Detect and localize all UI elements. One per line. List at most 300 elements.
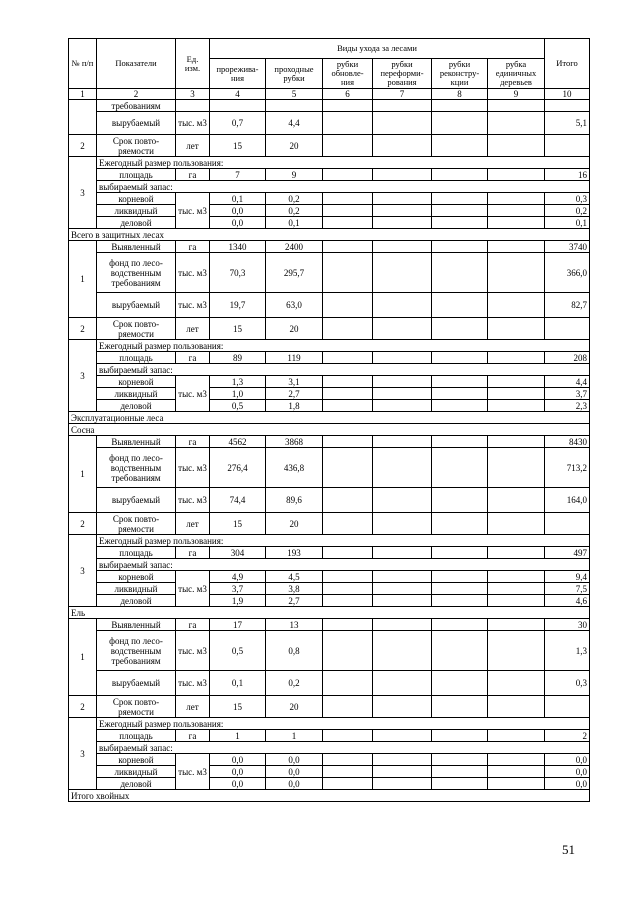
row-number: 1 (69, 436, 97, 513)
total-cell: 164,0 (545, 488, 590, 513)
section-heading: Сосна (69, 424, 590, 436)
empty-cell (323, 631, 373, 671)
value-cell: 70,3 (210, 253, 266, 293)
row-number: 2 (69, 513, 97, 535)
unit-cell: лет (176, 318, 210, 340)
total-cell: 497 (545, 547, 590, 559)
total-cell: 2,3 (545, 400, 590, 412)
empty-cell (373, 696, 432, 718)
value-cell: 89 (210, 352, 266, 364)
table-row (69, 754, 590, 766)
total-cell: 4,6 (545, 595, 590, 607)
empty-cell (488, 488, 545, 513)
unit-cell: тыс. м3 (176, 448, 210, 488)
column-number: 10 (545, 89, 590, 100)
empty-cell (488, 619, 545, 631)
empty-cell (488, 135, 545, 157)
empty-cell (373, 754, 432, 766)
value-cell: 19,7 (210, 293, 266, 318)
table-row (69, 135, 590, 157)
value-cell: 7 (210, 169, 266, 181)
empty-cell (373, 671, 432, 696)
empty-cell (488, 400, 545, 412)
value-cell: 436,8 (266, 448, 323, 488)
empty-cell (323, 135, 373, 157)
empty-cell (373, 513, 432, 535)
row-label: площадь (97, 547, 176, 559)
empty-cell (373, 112, 432, 135)
empty-cell (488, 595, 545, 607)
empty-cell (323, 400, 373, 412)
empty-cell (488, 778, 545, 790)
section-heading: Ель (69, 607, 590, 619)
value-cell: 1,3 (210, 376, 266, 388)
unit-cell: га (176, 169, 210, 181)
total-cell: 1,3 (545, 631, 590, 671)
unit-cell: лет (176, 696, 210, 718)
header-col: рубки реконстру-кции (432, 59, 488, 89)
empty-cell (373, 241, 432, 253)
table-row (69, 400, 590, 412)
table-row (69, 424, 590, 436)
column-number: 6 (323, 89, 373, 100)
row-number: 3 (69, 340, 97, 412)
value-cell: 15 (210, 318, 266, 340)
empty-cell (545, 513, 590, 535)
value-cell: 0,2 (266, 671, 323, 696)
column-number: 2 (97, 89, 176, 100)
empty-cell (323, 571, 373, 583)
empty-cell (373, 293, 432, 318)
value-cell: 3,7 (210, 583, 266, 595)
empty-cell (432, 595, 488, 607)
value-cell: 4,9 (210, 571, 266, 583)
row-label: ликвидный (97, 583, 176, 595)
empty-cell (432, 318, 488, 340)
table-row (69, 205, 590, 217)
unit-cell: тыс. м3 (176, 253, 210, 293)
value-cell: 17 (210, 619, 266, 631)
table-row (69, 217, 590, 229)
row-label: корневой (97, 571, 176, 583)
total-cell: 366,0 (545, 253, 590, 293)
table-row (69, 488, 590, 513)
row-label: площадь (97, 169, 176, 181)
table-row (69, 547, 590, 559)
empty-cell (488, 696, 545, 718)
row-label: Выявленный (97, 436, 176, 448)
page-number: 51 (562, 842, 575, 857)
value-cell: 1,0 (210, 388, 266, 400)
empty-cell (488, 253, 545, 293)
header-col: рубка единичных деревьев (488, 59, 545, 89)
row-label: вырубаемый (97, 671, 176, 696)
row-label: вырубаемый (97, 488, 176, 513)
table-row (69, 436, 590, 448)
row-label: деловой (97, 778, 176, 790)
empty-cell (323, 436, 373, 448)
empty-cell (323, 217, 373, 229)
empty-cell (488, 318, 545, 340)
empty-cell (323, 293, 373, 318)
unit-cell: тыс. м3 (176, 112, 210, 135)
empty-cell (432, 293, 488, 318)
row-label: Ежегодный размер пользования: (97, 157, 590, 169)
section-heading: Всего в защитных лесах (69, 229, 590, 241)
document-page (68, 38, 589, 802)
empty-cell (266, 100, 323, 112)
total-cell: 0,0 (545, 778, 590, 790)
table-row (69, 513, 590, 535)
table-row (69, 571, 590, 583)
empty-cell (488, 193, 545, 205)
row-label: Выявленный (97, 619, 176, 631)
table-row (69, 253, 590, 293)
table-row (69, 595, 590, 607)
unit-cell: лет (176, 513, 210, 535)
total-cell: 2 (545, 730, 590, 742)
row-label: Срок повто-ряемости (97, 318, 176, 340)
row-label: ликвидный (97, 766, 176, 778)
value-cell: 0,1 (210, 193, 266, 205)
unit-cell: га (176, 730, 210, 742)
empty-cell (69, 100, 97, 135)
empty-cell (323, 766, 373, 778)
header-unit: Ед. изм. (176, 39, 210, 89)
row-label: ликвидный (97, 388, 176, 400)
value-cell: 4,4 (266, 112, 323, 135)
forest-care-table (68, 38, 590, 802)
empty-cell (488, 205, 545, 217)
empty-cell (545, 696, 590, 718)
header-col: проходные рубки (266, 59, 323, 89)
row-number: 3 (69, 157, 97, 229)
empty-cell (323, 671, 373, 696)
value-cell: 0,0 (266, 754, 323, 766)
table-row (69, 766, 590, 778)
empty-cell (373, 619, 432, 631)
row-label: ликвидный (97, 205, 176, 217)
total-cell: 3740 (545, 241, 590, 253)
empty-cell (323, 376, 373, 388)
total-cell: 0,3 (545, 193, 590, 205)
empty-cell (373, 253, 432, 293)
table-row (69, 730, 590, 742)
table-row (69, 559, 590, 571)
row-number: 2 (69, 696, 97, 718)
table-row (69, 229, 590, 241)
empty-cell (323, 730, 373, 742)
empty-cell (323, 778, 373, 790)
value-cell: 0,0 (210, 778, 266, 790)
empty-cell (323, 169, 373, 181)
empty-cell (488, 730, 545, 742)
empty-cell (432, 547, 488, 559)
table-row (69, 193, 590, 205)
value-cell: 0,1 (210, 671, 266, 696)
empty-cell (323, 112, 373, 135)
header-col: рубки обновле-ния (323, 59, 373, 89)
table-row (69, 39, 590, 59)
value-cell: 2,7 (266, 388, 323, 400)
unit-cell: тыс. м3 (176, 293, 210, 318)
value-cell: 15 (210, 513, 266, 535)
unit-cell: тыс. м3 (176, 488, 210, 513)
row-number: 3 (69, 535, 97, 607)
empty-cell (432, 754, 488, 766)
row-number: 3 (69, 718, 97, 790)
value-cell: 2400 (266, 241, 323, 253)
empty-cell (323, 754, 373, 766)
table-row (69, 631, 590, 671)
column-number: 9 (488, 89, 545, 100)
empty-cell (323, 100, 373, 112)
empty-cell (488, 571, 545, 583)
empty-cell (373, 436, 432, 448)
row-label: площадь (97, 730, 176, 742)
value-cell: 0,0 (210, 766, 266, 778)
total-cell: 8430 (545, 436, 590, 448)
row-label: фонд по лесо-водственным требованиям (97, 631, 176, 671)
empty-cell (488, 671, 545, 696)
header-col: рубки переформи-рования (373, 59, 432, 89)
empty-cell (323, 488, 373, 513)
total-cell: 7,5 (545, 583, 590, 595)
empty-cell (545, 135, 590, 157)
empty-cell (432, 205, 488, 217)
value-cell: 276,4 (210, 448, 266, 488)
row-label: требованиям (97, 100, 176, 112)
empty-cell (432, 217, 488, 229)
empty-cell (432, 513, 488, 535)
value-cell: 20 (266, 696, 323, 718)
empty-cell (488, 631, 545, 671)
empty-cell (432, 778, 488, 790)
unit-cell: лет (176, 135, 210, 157)
row-label: Ежегодный размер пользования: (97, 535, 590, 547)
table-row (69, 778, 590, 790)
empty-cell (432, 671, 488, 696)
unit-cell: га (176, 352, 210, 364)
value-cell: 0,2 (266, 205, 323, 217)
empty-cell (432, 400, 488, 412)
unit-cell: га (176, 436, 210, 448)
empty-cell (373, 217, 432, 229)
row-number: 1 (69, 241, 97, 318)
empty-cell (488, 112, 545, 135)
table-row (69, 352, 590, 364)
row-label: фонд по лесо-водственным требованиям (97, 253, 176, 293)
value-cell: 1 (266, 730, 323, 742)
table-row (69, 293, 590, 318)
total-cell: 5,1 (545, 112, 590, 135)
table-row (69, 718, 590, 730)
value-cell: 13 (266, 619, 323, 631)
empty-cell (323, 513, 373, 535)
value-cell: 119 (266, 352, 323, 364)
empty-cell (323, 352, 373, 364)
empty-cell (488, 169, 545, 181)
empty-cell (488, 100, 545, 112)
total-cell: 30 (545, 619, 590, 631)
table-row (69, 112, 590, 135)
row-label: вырубаемый (97, 112, 176, 135)
empty-cell (373, 730, 432, 742)
row-number: 1 (69, 619, 97, 696)
value-cell: 0,7 (210, 112, 266, 135)
empty-cell (323, 388, 373, 400)
empty-cell (323, 205, 373, 217)
header-group: Виды ухода за лесами (210, 39, 545, 59)
total-cell: 4,4 (545, 376, 590, 388)
empty-cell (323, 253, 373, 293)
row-label: корневой (97, 376, 176, 388)
value-cell: 20 (266, 318, 323, 340)
empty-cell (323, 696, 373, 718)
empty-cell (488, 766, 545, 778)
empty-cell (323, 583, 373, 595)
value-cell: 89,6 (266, 488, 323, 513)
row-label: Срок повто-ряемости (97, 135, 176, 157)
table-row (69, 100, 590, 112)
unit-cell: тыс. м3 (176, 754, 210, 790)
empty-cell (373, 376, 432, 388)
value-cell: 3,8 (266, 583, 323, 595)
total-cell: 16 (545, 169, 590, 181)
table-row (69, 412, 590, 424)
empty-cell (432, 388, 488, 400)
empty-cell (373, 100, 432, 112)
empty-cell (432, 436, 488, 448)
empty-cell (488, 376, 545, 388)
empty-cell (488, 352, 545, 364)
empty-cell (373, 205, 432, 217)
empty-cell (373, 318, 432, 340)
table-row (69, 671, 590, 696)
empty-cell (373, 169, 432, 181)
empty-cell (488, 241, 545, 253)
empty-cell (373, 571, 432, 583)
value-cell: 63,0 (266, 293, 323, 318)
value-cell: 15 (210, 696, 266, 718)
value-cell: 0,5 (210, 400, 266, 412)
empty-cell (432, 352, 488, 364)
empty-cell (432, 193, 488, 205)
row-label: деловой (97, 595, 176, 607)
column-number: 1 (69, 89, 97, 100)
unit-cell: тыс. м3 (176, 631, 210, 671)
empty-cell (373, 583, 432, 595)
empty-cell (373, 766, 432, 778)
unit-cell: га (176, 547, 210, 559)
empty-cell (432, 135, 488, 157)
table-row (69, 388, 590, 400)
value-cell: 0,0 (210, 217, 266, 229)
empty-cell (432, 253, 488, 293)
empty-cell (373, 193, 432, 205)
value-cell: 0,8 (266, 631, 323, 671)
empty-cell (323, 595, 373, 607)
row-label: Срок повто-ряемости (97, 513, 176, 535)
value-cell: 4562 (210, 436, 266, 448)
table-row (69, 619, 590, 631)
table-row (69, 742, 590, 754)
row-number: 2 (69, 318, 97, 340)
total-cell: 82,7 (545, 293, 590, 318)
table-row (69, 583, 590, 595)
row-label: Срок повто-ряемости (97, 696, 176, 718)
value-cell: 15 (210, 135, 266, 157)
empty-cell (432, 241, 488, 253)
empty-cell (488, 217, 545, 229)
unit-cell: тыс. м3 (176, 193, 210, 229)
table-row (69, 157, 590, 169)
section-heading: Итого хвойных (69, 790, 590, 802)
empty-cell (373, 400, 432, 412)
empty-cell (488, 754, 545, 766)
table-row (69, 340, 590, 352)
value-cell: 9 (266, 169, 323, 181)
header-indicator: Показатели (97, 39, 176, 89)
row-label: корневой (97, 754, 176, 766)
table-row (69, 364, 590, 376)
empty-cell (373, 547, 432, 559)
row-number: 2 (69, 135, 97, 157)
unit-cell: га (176, 619, 210, 631)
empty-cell (323, 619, 373, 631)
empty-cell (432, 112, 488, 135)
table-row (69, 376, 590, 388)
value-cell: 0,0 (266, 766, 323, 778)
empty-cell (373, 135, 432, 157)
unit-cell: тыс. м3 (176, 671, 210, 696)
total-cell: 0,0 (545, 766, 590, 778)
value-cell: 2,7 (266, 595, 323, 607)
empty-cell (432, 448, 488, 488)
table-row (69, 607, 590, 619)
value-cell: 0,5 (210, 631, 266, 671)
empty-cell (488, 436, 545, 448)
empty-cell (323, 318, 373, 340)
empty-cell (432, 696, 488, 718)
table-row (69, 318, 590, 340)
empty-cell (323, 241, 373, 253)
total-cell: 0,3 (545, 671, 590, 696)
empty-cell (432, 619, 488, 631)
empty-cell (373, 448, 432, 488)
empty-cell (432, 100, 488, 112)
row-label: выбираемый запас: (97, 742, 590, 754)
value-cell: 193 (266, 547, 323, 559)
value-cell: 1340 (210, 241, 266, 253)
empty-cell (373, 488, 432, 513)
value-cell: 0,0 (210, 754, 266, 766)
empty-cell (432, 631, 488, 671)
total-cell: 0,1 (545, 217, 590, 229)
total-cell: 3,7 (545, 388, 590, 400)
total-cell: 9,4 (545, 571, 590, 583)
empty-cell (488, 448, 545, 488)
empty-cell (373, 631, 432, 671)
section-heading: Эксплуатационные леса (69, 412, 590, 424)
value-cell: 1 (210, 730, 266, 742)
row-label: деловой (97, 217, 176, 229)
empty-cell (373, 388, 432, 400)
empty-cell (432, 488, 488, 513)
total-cell: 713,2 (545, 448, 590, 488)
header-col: прорежива-ния (210, 59, 266, 89)
value-cell: 1,8 (266, 400, 323, 412)
